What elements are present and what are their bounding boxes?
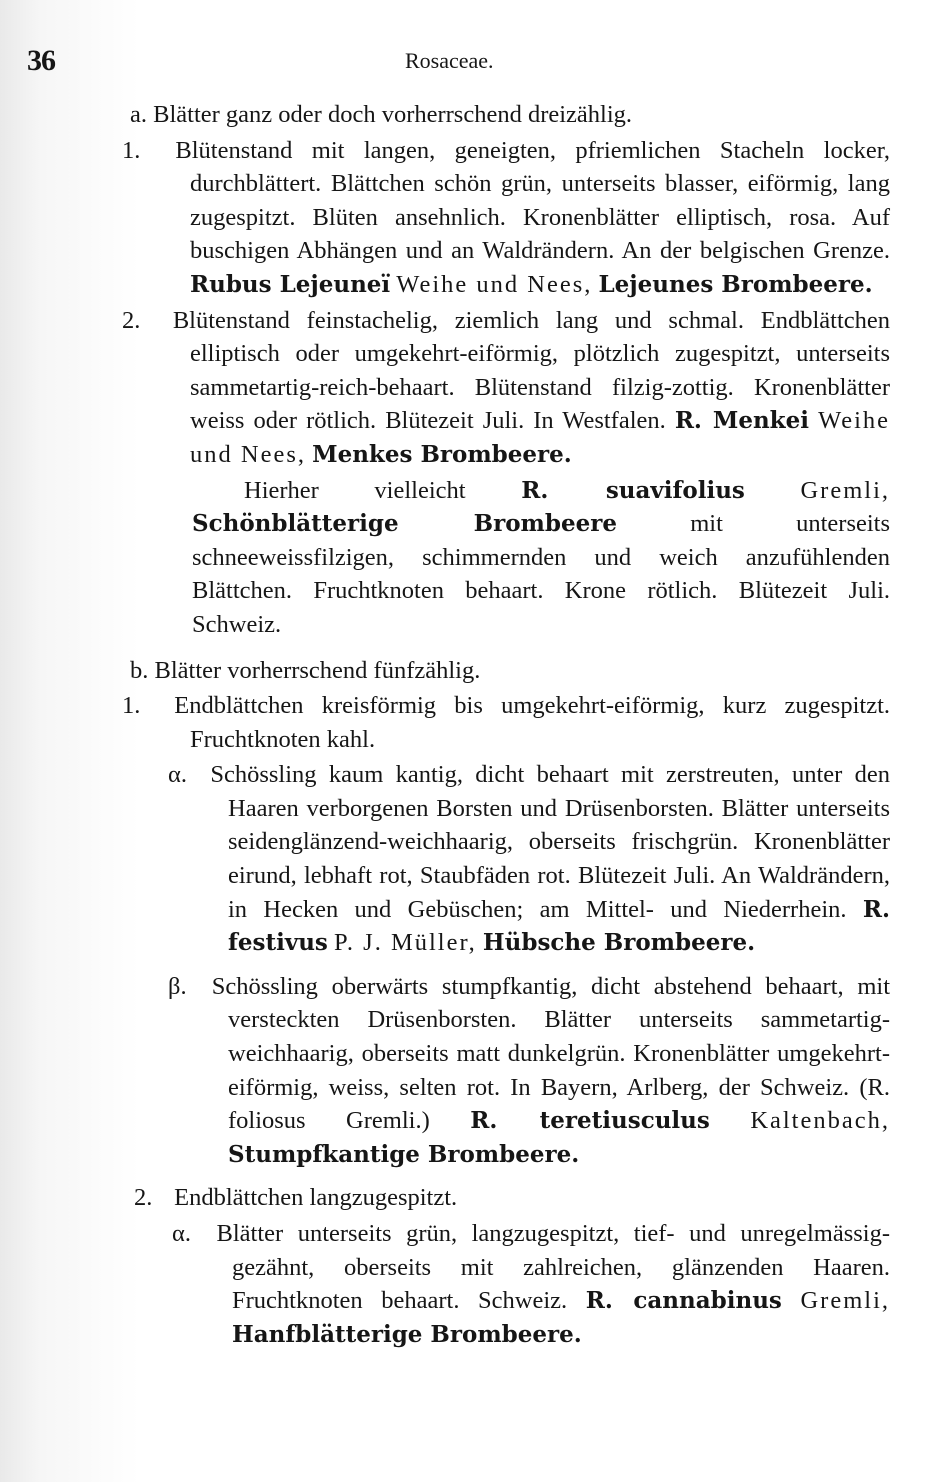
entry-b1-beta: β. Schössling oberwärts stumpfkantig, dicht abstehend behaart, mit versteckten Drüsenborsten. Blätter unterseits sammetartig-weichhaarig, oberseits matt dunkelgrün. Kronenblätter umgekehrt-eiförmig, weiss, selten rot. In Bayern, Arlberg, der Schweiz. (R. foliosus Gremli.) R. teretiusculus Kaltenbach, Stumpfkantige Brombeere. xyxy=(168,972,891,1168)
common-name: Hübsche Brombeere. xyxy=(482,929,756,957)
species-name: R. Menkei xyxy=(674,407,809,435)
entry-description: Blütenstand mit langen, geneigten, pfriemlichen Stacheln locker, durchblättert. Blättchen schön grün, unterseits blasser, eiförmig, lang zugespitzt. Blüten ansehnlich. Kronenblätter elliptisch, rosa. Auf buschigen Abhängen und an Waldrändern. An der belgischen Grenze. xyxy=(175,136,890,265)
section-label: b. xyxy=(130,656,149,684)
entry-description: Blütenstand feinstachelig, ziemlich lang und schmal. Endblättchen elliptisch oder umgekehrt-eiförmig, plötzlich zugespitzt, unterseits sammetartig-reich-behaart. Blütenstand filzig-zottig. Kronenblätter weiss oder rötlich. Blütezeit Juli. In Westfalen. xyxy=(172,306,891,435)
note-text: mit unterseits schneeweissfilzigen, schimmernden und weich anzufühlenden Blättchen. Fruchtknoten behaart. Krone rötlich. Blütezeit Juli. Schweiz. xyxy=(192,510,890,638)
section-text: Blätter vorherrschend fünfzählig. xyxy=(154,656,481,684)
entry-description: Schössling oberwärts stumpfkantig, dicht abstehend behaart, mit versteckten Drüsenborsten. Blätter unterseits sammetartig-weichhaarig, oberseits matt dunkelgrün. Kronenblätter umgekehrt-eiförmig, weiss, selten rot. In Bayern, Arlberg, der Schweiz. (R. foliosus Gremli.) xyxy=(211,972,891,1135)
entry-a1: 1. Blütenstand mit langen, geneigten, pfriemlichen Stacheln locker, durchblättert. Blättchen schön grün, unterseits blasser, eiförmig, lang zugespitzt. Blüten ansehnlich. Kronenblätter elliptisch, rosa. Auf buschigen Abhängen und an Waldrändern. An der belgischen Grenze. Rubus Lejeuneï Weihe und Nees, Lejeunes Brombeere. xyxy=(122,136,890,298)
species-name: Rubus Lejeuneï xyxy=(190,270,391,298)
species-author: Kaltenbach, xyxy=(750,1107,890,1135)
species-author: Gremli, xyxy=(800,476,891,504)
page-header xyxy=(0,38,930,78)
entry-b2-alpha: α. Blätter unterseits grün, langzugespitzt, tief- und unregelmässig-gezähnt, oberseits mit zahlreichen, glänzenden Haaren. Fruchtknoten behaart. Schweiz. R. cannabinus Gremli, Hanfblätterige Brombeere. xyxy=(172,1220,891,1348)
section-text: Blätter ganz oder doch vorherrschend dreizählig. xyxy=(153,101,633,128)
entry-a2-note xyxy=(130,474,890,642)
section-b-heading xyxy=(130,654,890,688)
species-name: R. suavifolius xyxy=(521,476,745,504)
note-lead: Hierher vielleicht xyxy=(244,476,466,504)
entry-b1-alpha: α. Schössling kaum kantig, dicht behaart mit zerstreuten, unter den Haaren verborgenen Borsten und Drüsenborsten. Blätter unterseits seidenglänzend-weichhaarig, oberseits frischgrün. Kronenblätter eirund, lebhaft rot, Staubfäden rot. Blütezeit Juli. An Waldrändern, in Hecken und Gebüschen; am Mittel- und Niederrhein. R. festivus P. J. Müller, Hübsche Brombeere. xyxy=(168,761,891,957)
entry-description: Endblättchen kreisförmig bis umgekehrt-eiförmig, kurz zugespitzt. Fruchtknoten kahl. xyxy=(174,692,891,753)
species-name: R. teretiusculus xyxy=(470,1107,710,1135)
entry-b1: 1. Endblättchen kreisförmig bis umgekehrt-eiförmig, kurz zugespitzt. Fruchtknoten kahl. xyxy=(122,692,891,753)
common-name: Lejeunes Brombeere. xyxy=(598,270,873,298)
species-author: P. J. Müller, xyxy=(334,929,477,957)
common-name: Menkes Brombeere. xyxy=(312,440,572,468)
entry-description: Schössling kaum kantig, dicht behaart mit zerstreuten, unter den Haaren verborgenen Borsten und Drüsenborsten. Blätter unterseits seidenglänzend-weichhaarig, oberseits frischgrün. Kronenblätter eirund, lebhaft rot, Staubfäden rot. Blütezeit Juli. An Waldrändern, in Hecken und Gebüschen; am Mittel- und Niederrhein. xyxy=(210,761,891,923)
entry-b2: 2. Endblättchen langzugespitzt. xyxy=(134,1184,458,1212)
species-name: R. cannabinus xyxy=(585,1287,782,1315)
running-head: Rosaceae. xyxy=(405,48,494,73)
species-author: Weihe und Nees, xyxy=(190,407,891,468)
species-name: R. festivus xyxy=(228,895,890,957)
common-name: Schönblätterige Brombeere xyxy=(192,510,617,538)
section-a-heading xyxy=(130,98,890,132)
species-author: Gremli, xyxy=(800,1287,891,1315)
species-author: Weihe und Nees, xyxy=(396,270,593,298)
common-name: Stumpfkantige Brombeere. xyxy=(228,1140,580,1168)
entry-a2: 2. Blütenstand feinstachelig, ziemlich lang und schmal. Endblättchen elliptisch oder umgekehrt-eiförmig, plötzlich zugespitzt, unterseits sammetartig-reich-behaart. Blütenstand filzig-zottig. Kronenblätter weiss oder rötlich. Blütezeit Juli. In Westfalen. R. Menkei Weihe und Nees, Menkes Brombeere. xyxy=(122,306,891,468)
page-body xyxy=(122,98,891,1351)
common-name: Hanfblätterige Brombeere. xyxy=(232,1320,582,1348)
section-label: a. xyxy=(130,101,147,128)
entry-description: Blätter unterseits grün, langzugespitzt, tief- und unregelmässig-gezähnt, oberseits mit zahlreichen, glänzenden Haaren. Fruchtknoten behaart. Schweiz. xyxy=(216,1220,891,1315)
entry-description: Endblättchen langzugespitzt. xyxy=(174,1184,458,1212)
page-number: 36 xyxy=(27,44,55,77)
